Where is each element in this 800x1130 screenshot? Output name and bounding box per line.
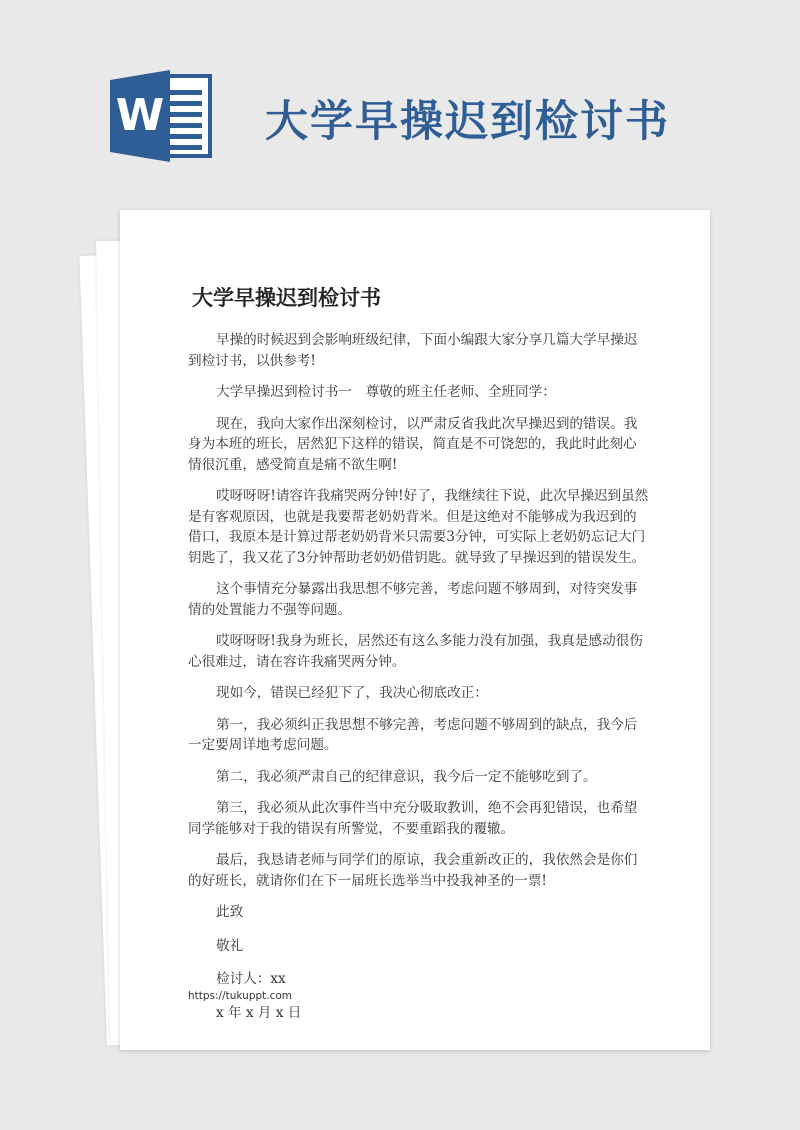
- paragraph: 第二，我必须严肃自己的纪律意识，我今后一定不能够吃到了。: [216, 768, 597, 785]
- paragraph: 最后，我恳请老师与同学们的原谅，我会重新改正的，我依然会是你们的好班长，就请你们在下一届班长选举当中投我神圣的一票!: [188, 852, 638, 889]
- banner: [0, 0, 800, 200]
- paragraph: 现如今，错误已经犯下了，我决心彻底改正：: [216, 685, 488, 701]
- closing-salute: 敬礼: [216, 937, 244, 954]
- paragraph: 第一，我必须纠正我思想不够完善，考虑问题不够周到的缺点，我今后一定要周详地考虑问题。: [188, 716, 638, 753]
- paragraph: 第三，我必须从此次事件当中充分吸取教训，绝不会再犯错误，也希望同学能够对于我的错误有所警觉，不要重蹈我的覆辙。: [188, 800, 638, 837]
- document-title: 大学早操迟到检讨书: [192, 286, 381, 310]
- closing-line: 此致: [216, 904, 244, 920]
- word-document-icon: [110, 70, 214, 162]
- paragraph: 现在，我向大家作出深刻检讨，以严肃反省我此次早操迟到的错误。我身为本班的班长，居然犯下这样的错误，简直是不可饶恕的，我此时此刻心情很沉重，感受简直是痛不欲生啊!: [188, 415, 638, 473]
- word-icon-letter: W: [115, 90, 165, 141]
- paragraph: 这个事情充分暴露出我思想不够完善，考虑问题不够周到，对待突发事情的处置能力不强等问题。: [188, 581, 638, 618]
- signature: 检讨人：xx: [216, 971, 286, 987]
- document-body: [188, 330, 650, 1036]
- paragraph: 大学早操迟到检讨书一 尊敬的班主任老师、全班同学：: [216, 384, 556, 400]
- source-url[interactable]: https://tukuppt.com: [188, 990, 293, 1002]
- date: x 年 x 月 x 日: [216, 1004, 302, 1021]
- banner-title: 大学早操迟到检讨书: [265, 97, 670, 147]
- paragraph: 哎呀呀呀!请容许我痛哭两分钟!好了，我继续往下说，此次早操迟到虽然是有客观原因，也就是我要帮老奶奶背米。但是这绝对不能够成为我迟到的借口，我原本是计算过帮老奶奶背米只需要3分钟，可实际上老奶奶忘记大门钥匙了，我又花了3分钟帮助老奶奶借钥匙。就导致了早操迟到的错误发生。: [188, 488, 649, 566]
- paragraph: 早操的时候迟到会影响班级纪律，下面小编跟大家分享几篇大学早操迟到检讨书，以供参考!: [188, 332, 638, 369]
- paragraph: 哎呀呀呀!我身为班长，居然还有这么多能力没有加强，我真是感动很伤心很难过，请在容许我痛哭两分钟。: [188, 633, 643, 670]
